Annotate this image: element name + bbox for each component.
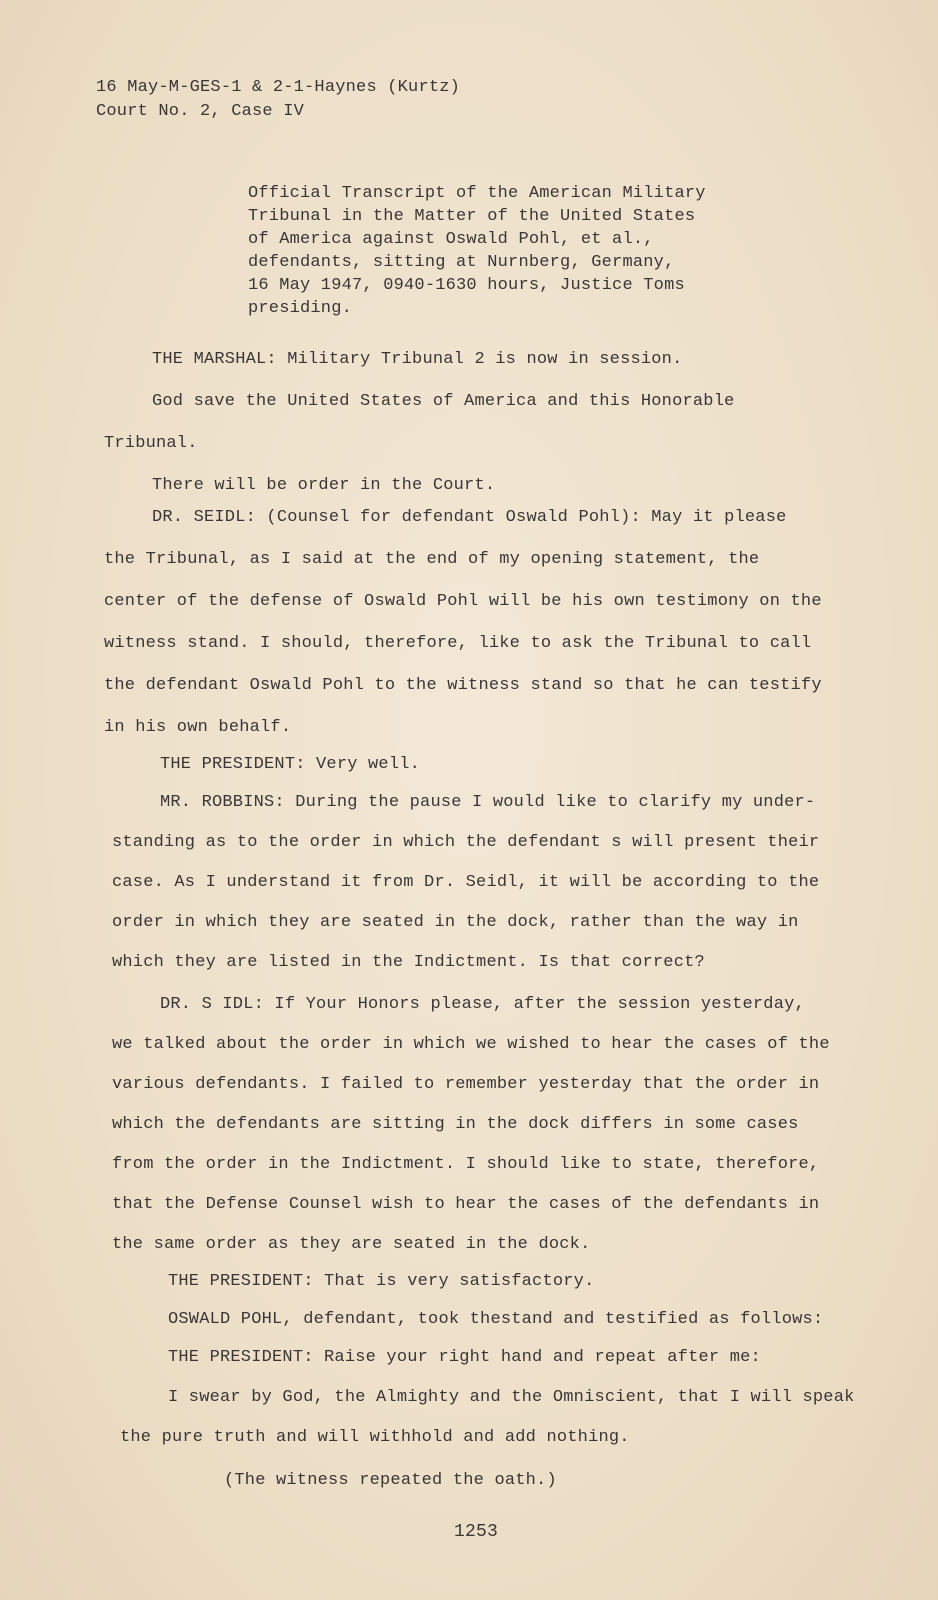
body-line: standing as to the order in which the defendant s will present their [112, 833, 820, 852]
caption-line: Tribunal in the Matter of the United States [248, 207, 696, 226]
body-line: the same order as they are seated in the dock. [112, 1235, 591, 1254]
header-line-2: Court No. 2, Case IV [96, 102, 305, 121]
body-line: in his own behalf. [104, 718, 292, 737]
body-line: the Tribunal, as I said at the end of my opening statement, the [104, 550, 760, 569]
body-line: THE MARSHAL: Military Tribunal 2 is now in session. [152, 350, 683, 369]
body-line: the defendant Oswald Pohl to the witness stand so that he can testify [104, 676, 822, 695]
body-line: from the order in the Indictment. I should like to state, therefore, [112, 1155, 820, 1174]
body-line: we talked about the order in which we wished to hear the cases of the [112, 1035, 830, 1054]
body-line: I swear by God, the Almighty and the Omniscient, that I will speak [168, 1388, 855, 1407]
header-line-1: 16 May-M-GES-1 & 2-1-Haynes (Kurtz) [96, 78, 461, 97]
caption-line: defendants, sitting at Nurnberg, Germany, [248, 253, 675, 272]
body-line: various defendants. I failed to remember yesterday that the order in [112, 1075, 820, 1094]
body-line: Tribunal. [104, 434, 198, 453]
body-line: (The witness repeated the oath.) [224, 1471, 557, 1490]
body-line: which the defendants are sitting in the dock differs in some cases [112, 1115, 799, 1134]
body-line: witness stand. I should, therefore, like to ask the Tribunal to call [104, 634, 812, 653]
body-line: There will be order in the Court. [152, 476, 496, 495]
caption-line: 16 May 1947, 0940-1630 hours, Justice Toms [248, 276, 685, 295]
body-line: DR. S IDL: If Your Honors please, after the session yesterday, [160, 995, 805, 1014]
body-line: THE PRESIDENT: Raise your right hand and repeat after me: [168, 1348, 761, 1367]
body-line: the pure truth and will withhold and add nothing. [120, 1428, 630, 1447]
page-number: 1253 [454, 1522, 499, 1542]
body-line: THE PRESIDENT: That is very satisfactory. [168, 1272, 595, 1291]
body-line: that the Defense Counsel wish to hear the cases of the defendants in [112, 1195, 820, 1214]
body-line: order in which they are seated in the dock, rather than the way in [112, 913, 799, 932]
caption-line: Official Transcript of the American Military [248, 184, 706, 203]
caption-line: presiding. [248, 299, 353, 318]
body-line: OSWALD POHL, defendant, took thestand and testified as follows: [168, 1310, 824, 1329]
body-line: center of the defense of Oswald Pohl will be his own testimony on the [104, 592, 822, 611]
body-line: THE PRESIDENT: Very well. [160, 755, 421, 774]
body-line: DR. SEIDL: (Counsel for defendant Oswald Pohl): May it please [152, 508, 787, 527]
body-line: MR. ROBBINS: During the pause I would like to clarify my under- [160, 793, 816, 812]
body-line: case. As I understand it from Dr. Seidl, it will be according to the [112, 873, 820, 892]
caption-line: of America against Oswald Pohl, et al., [248, 230, 654, 249]
body-line: which they are listed in the Indictment. Is that correct? [112, 953, 705, 972]
body-line: God save the United States of America and this Honorable [152, 392, 735, 411]
